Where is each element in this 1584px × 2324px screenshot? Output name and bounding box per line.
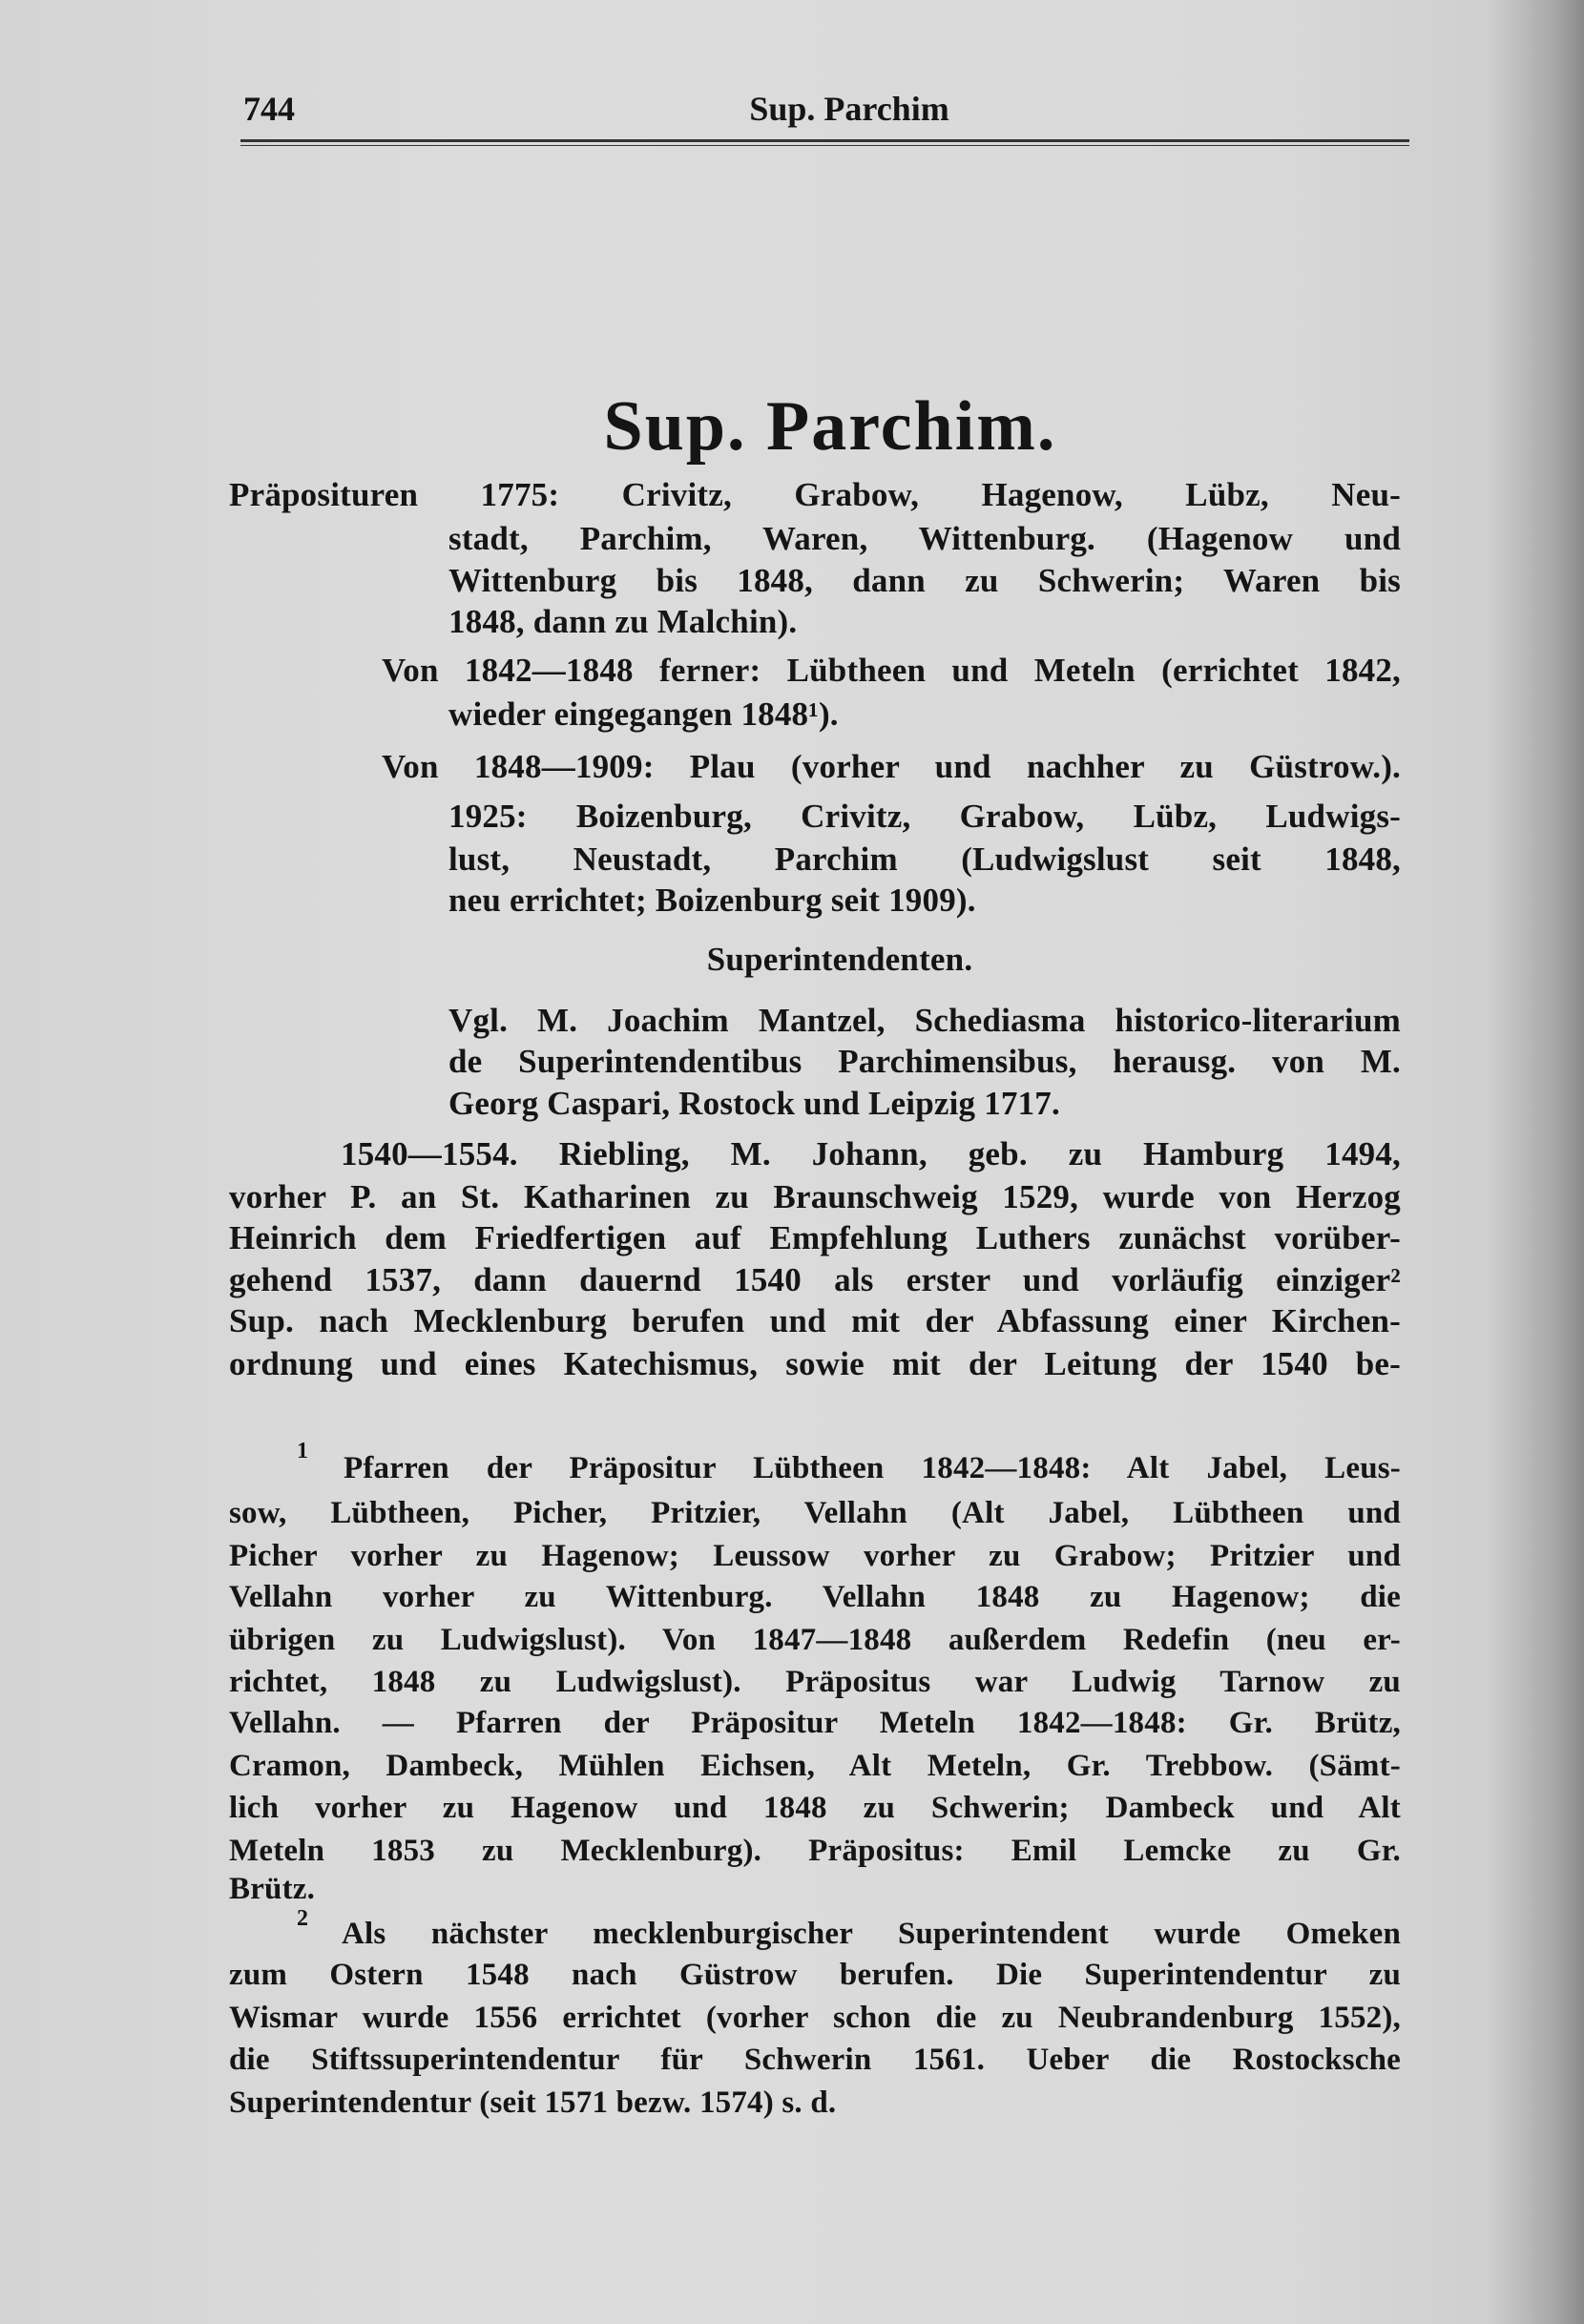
header-rule — [240, 139, 1409, 142]
text-line: Von 1842—1848 ferner: Lübtheen und Meteln (errichtet 1842, — [382, 652, 1401, 689]
footnote-line: lich vorher zu Hagenow und 1848 zu Schwerin; Dambeck und Alt — [229, 1791, 1401, 1825]
footnote-line: die Stiftssuperintendentur für Schwerin 1561. Ueber die Rostocksche — [229, 2043, 1401, 2077]
footnote-line: Cramon, Dambeck, Mühlen Eichsen, Alt Meteln, Gr. Trebbow. (Sämt- — [229, 1749, 1401, 1783]
text-line: Präposituren 1775: Crivitz, Grabow, Hagenow, Lübz, Neu- — [229, 476, 1401, 513]
text-line: 1540—1554. Riebling, M. Johann, geb. zu Hamburg 1494, — [341, 1135, 1401, 1172]
footnote-line: Vellahn vorher zu Wittenburg. Vellahn 1848 zu Hagenow; die — [229, 1580, 1401, 1614]
footnote-line: Picher vorher zu Hagenow; Leussow vorher zu Grabow; Pritzier und — [229, 1539, 1401, 1573]
text-line: de Superintendentibus Parchimensibus, herausg. von M. — [448, 1043, 1401, 1080]
text-line: Heinrich dem Friedfertigen auf Empfehlung Luthers zunächst vorüber- — [229, 1219, 1401, 1256]
text-line: Von 1848—1909: Plau (vorher und nachher zu Güstrow.). — [382, 748, 1401, 785]
text-line: 1848, dann zu Malchin). — [448, 603, 798, 640]
footnote-line: Vellahn. — Pfarren der Präpositur Meteln 1842—1848: Gr. Brütz, — [229, 1706, 1401, 1740]
text-line: Sup. nach Mecklenburg berufen und mit der Abfassung einer Kirchen- — [229, 1302, 1401, 1339]
text-line: Vgl. M. Joachim Mantzel, Schediasma historico-literarium — [448, 1002, 1401, 1039]
footnote-line: Meteln 1853 zu Mecklenburg). Präpositus: Emil Lemcke zu Gr. — [229, 1834, 1401, 1868]
footnote-line: richtet, 1848 zu Ludwigslust). Präpositus war Ludwig Tarnow zu — [229, 1665, 1401, 1699]
text-line: ordnung und eines Katechismus, sowie mit der Leitung der 1540 be- — [229, 1345, 1401, 1382]
footnote-line: Als nächster mecklenburgischer Superintendent wurde Omeken — [342, 1917, 1401, 1951]
section-title: Sup. Parchim. — [603, 387, 1057, 466]
text-line: Wittenburg bis 1848, dann zu Schwerin; Waren bis — [448, 562, 1401, 599]
text-line: vorher P. an St. Katharinen zu Braunschweig 1529, wurde von Herzog — [229, 1178, 1401, 1215]
footnote-line: sow, Lübtheen, Picher, Pritzier, Vellahn (Alt Jabel, Lübtheen und — [229, 1496, 1401, 1530]
footnote-line: Superintendentur (seit 1571 bezw. 1574) s. d. — [229, 2085, 837, 2120]
footnote-mark: 1 — [297, 1439, 308, 1463]
running-title: Sup. Parchim — [749, 90, 949, 128]
footnote-line: Wismar wurde 1556 errichtet (vorher schon die zu Neubrandenburg 1552), — [229, 2001, 1401, 2035]
text-line: 1925: Boizenburg, Crivitz, Grabow, Lübz, Ludwigs- — [448, 798, 1401, 835]
text-line: wieder eingegangen 1848¹). — [448, 695, 839, 733]
text-line: lust, Neustadt, Parchim (Ludwigslust seit 1848, — [448, 840, 1401, 878]
header-rule-thin — [240, 145, 1409, 146]
footnote-line: zum Ostern 1548 nach Güstrow berufen. Die Superintendentur zu — [229, 1958, 1401, 1992]
subheading-superintendenten: Superintendenten. — [706, 941, 973, 978]
text-line: Georg Caspari, Rostock und Leipzig 1717. — [448, 1085, 1060, 1122]
footnote-line: übrigen zu Ludwigslust). Von 1847—1848 außerdem Redefin (neu er- — [229, 1623, 1401, 1657]
text-line: neu errichtet; Boizenburg seit 1909). — [448, 882, 976, 919]
page-number: 744 — [243, 90, 295, 128]
footnote-line: Brütz. — [229, 1872, 316, 1906]
text-line: stadt, Parchim, Waren, Wittenburg. (Hagenow und — [448, 520, 1401, 557]
footnote-line: Pfarren der Präpositur Lübtheen 1842—1848: Alt Jabel, Leus- — [344, 1451, 1401, 1485]
text-line: gehend 1537, dann dauernd 1540 als erster und vorläufig einziger² — [229, 1261, 1401, 1298]
footnote-mark: 2 — [297, 1906, 308, 1931]
